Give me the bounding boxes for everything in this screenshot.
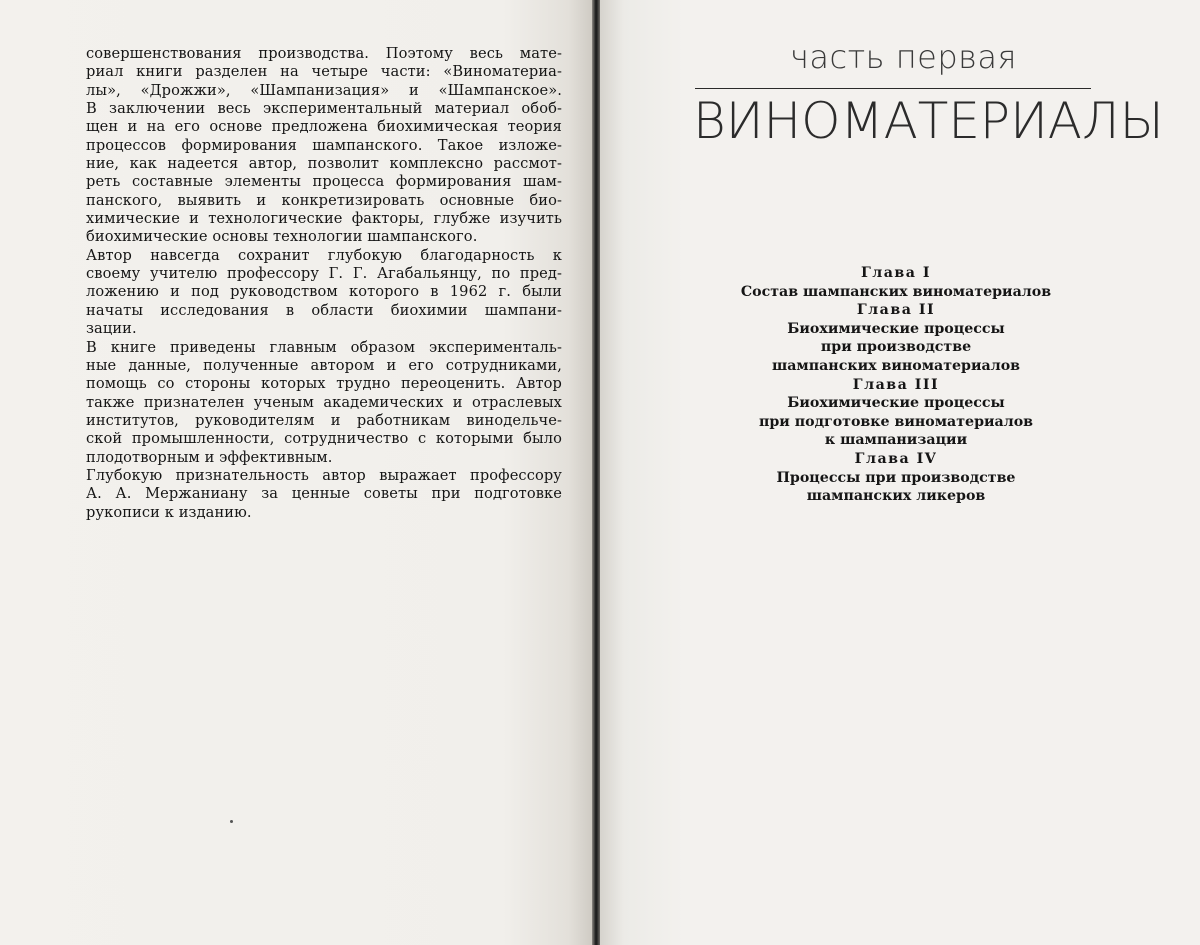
text-line: В книге приведены главным образом эксперименталь- (86, 338, 562, 356)
preface-text (86, 45, 562, 522)
text-line: В заключении весь экспериментальный материал обоб- (86, 100, 562, 118)
text-line: А. А. Мержаниану за ценные советы при подготовке (86, 485, 562, 503)
chapter-number: Глава II (856, 302, 936, 319)
text-line: лы», «Дрожжи», «Шампанизация» и «Шампанское». (86, 81, 562, 99)
left-page (0, 0, 592, 945)
text-line: ложению и под руководством которого в 1962 г. были (86, 283, 562, 301)
chapter-title-line: шампанских виноматериалов (771, 357, 1021, 374)
chapter-title-line: Биохимические процессы (787, 395, 1005, 412)
text-line: институтов, руководителям и работникам винодельче- (86, 411, 562, 429)
text-line: риал книги разделен на четыре части: «Виноматериа- (86, 63, 562, 81)
text-line: рукописи к изданию. (86, 503, 252, 521)
chapter-number: Глава III (852, 376, 940, 393)
text-line: своему учителю профессору Г. Г. Агабальянцу, по пред- (86, 265, 562, 283)
chapter-number: Глава I (860, 265, 932, 281)
chapter-title-line: к шампанизации (824, 432, 968, 449)
text-line: также признателен ученым академических и отраслевых (86, 393, 562, 411)
text-line: помощь со стороны которых трудно переоценить. Автор (86, 375, 562, 393)
text-line: зации. (86, 320, 137, 338)
text-line: щен и на его основе предложена биохимическая теория (86, 118, 562, 136)
text-line: плодотворным и эффективным. (86, 448, 333, 466)
chapter-list (700, 264, 1092, 506)
text-line: процессов формирования шампанского. Такое изложе- (86, 136, 562, 154)
chapter-title-line: Биохимические процессы (787, 320, 1005, 337)
text-line: биохимические основы технологии шампанского. (86, 228, 478, 246)
chapter-3 (700, 376, 1092, 450)
part-label: часть первая (790, 38, 1017, 76)
text-line: ской промышленности, сотрудничество с которыми было (86, 430, 562, 448)
text-line: панского, выявить и конкретизировать основные био- (86, 191, 562, 209)
text-line: Глубокую признательность автор выражает профессору (86, 466, 562, 484)
chapter-1 (700, 264, 1092, 301)
chapter-title-line: шампанских ликеров (806, 488, 986, 505)
chapter-2 (700, 301, 1092, 375)
book-gutter (592, 0, 600, 945)
chapter-title-line: Процессы при производстве (776, 469, 1016, 486)
text-line: начаты исследования в области биохимии шампани- (86, 301, 562, 319)
title-rule (695, 88, 1091, 89)
chapter-title-line: Состав шампанских виноматериалов (740, 283, 1052, 300)
print-speck (230, 820, 233, 823)
part-title: ВИНОМАТЕРИАЛЫ (693, 92, 1164, 150)
text-line: Автор навсегда сохранит глубокую благодарность к (86, 246, 562, 264)
text-line: совершенствования производства. Поэтому весь мате- (86, 45, 562, 62)
text-line: ные данные, полученные автором и его сотрудниками, (86, 356, 562, 374)
text-line: реть составные элементы процесса формирования шам- (86, 173, 562, 191)
text-line: химические и технологические факторы, глубже изучить (86, 210, 562, 228)
text-line: ние, как надеется автор, позволит комплексно рассмот- (86, 155, 562, 173)
chapter-title-line: при подготовке виноматериалов (758, 413, 1034, 430)
chapter-4 (700, 450, 1092, 506)
chapter-title-line: при производстве (820, 339, 972, 356)
chapter-number: Глава IV (854, 450, 938, 467)
